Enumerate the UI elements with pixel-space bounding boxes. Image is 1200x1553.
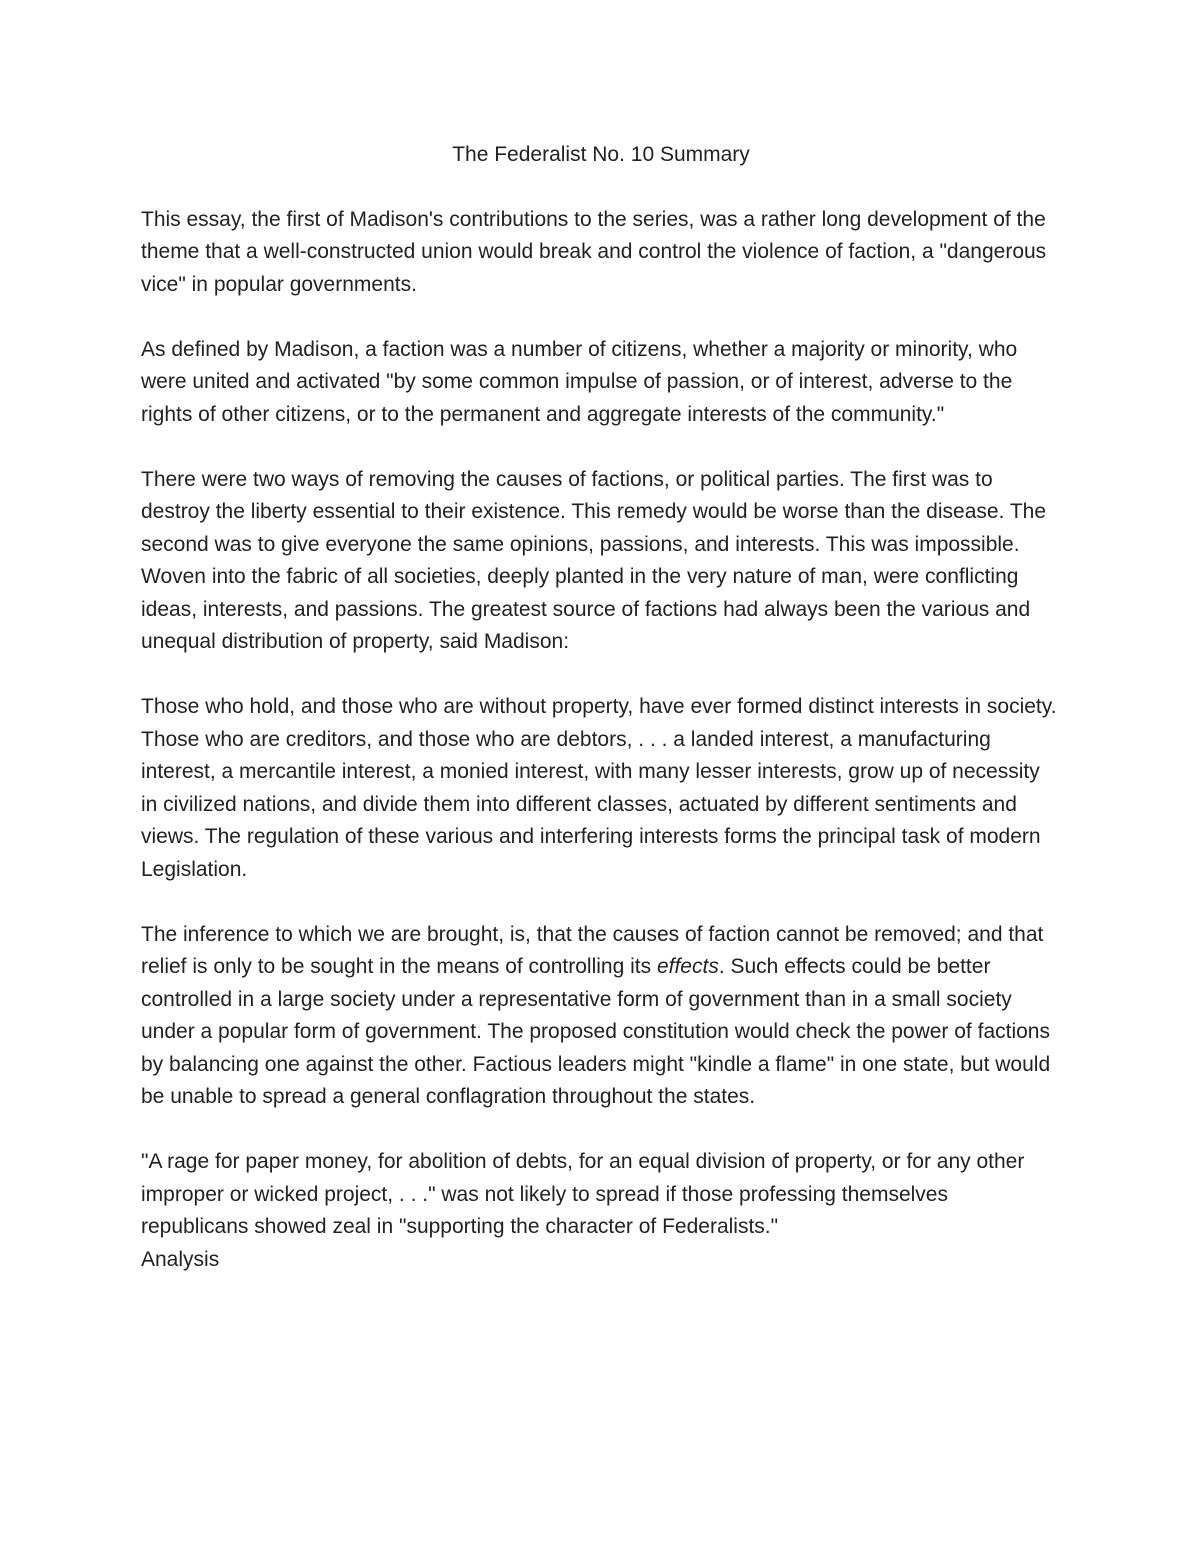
- paragraph-intro: This essay, the first of Madison's contributions to the series, was a rather long development of the theme that a well-constructed union would break and control the violence of faction, a "dangerous vice" in popular governments.: [141, 207, 1047, 296]
- paragraph-causes-of-factions: There were two ways of removing the causes of factions, or political parties. The first was to destroy the liberty essential to their existence. This remedy would be worse than the disease. The second was to give everyone the same opinions, passions, and interests. This was impossible. Woven into the fabric of all societies, deeply planted in the very nature of man, were conflicting ideas, interests, and passions. The greatest source of factions had always been the various and unequal distribution of property, said Madison:: [141, 467, 1047, 653]
- effects-emphasis: effects: [656, 955, 719, 978]
- document-title: The Federalist No. 10 Summary: [452, 143, 750, 166]
- paragraph-inference-part2: . Such effects could be better controlled in a large society under a representative form of government than in a small society under a popular form of government. The proposed constitution would check the power of factions by balancing one against the other. Factious leaders might "kindle a flame" in one state, but would be unable to spread a general conflagration throughout the states.: [141, 955, 1051, 1108]
- document-body: [141, 139, 1061, 1276]
- paragraph-paper-money-text: "A rage for paper money, for abolition of debts, for an equal division of property, or for any other improper or wicked project, . . ." was not likely to spread if those professing themselves republicans showed zeal in "supporting the character of Federalists.": [141, 1150, 1025, 1238]
- paragraph-paper-money: [141, 1146, 1061, 1276]
- paragraph-inference-part1: The inference to which we are brought, is, that the causes of faction cannot be removed; and that relief is only to be sought in the means of controlling its: [141, 922, 1044, 978]
- paragraph-faction-definition: As defined by Madison, a faction was a number of citizens, whether a majority or minority, who were united and activated "by some common impulse of passion, or of interest, adverse to the rights of other citizens, or to the permanent and aggregate interests of the community.": [141, 337, 1018, 426]
- analysis-heading: Analysis: [141, 1247, 220, 1271]
- paragraph-inference: [141, 919, 1061, 1114]
- paragraph-madison-quote: Those who hold, and those who are without property, have ever formed distinct interests in society. Those who are creditors, and those who are debtors, . . . a landed interest, a manufacturing interest, a mercantile interest, a monied interest, with many lesser interests, grow up of necessity in civilized nations, and divide them into different classes, actuated by different sentiments and views. The regulation of these various and interfering interests forms the principal task of modern Legislation.: [141, 695, 1057, 881]
